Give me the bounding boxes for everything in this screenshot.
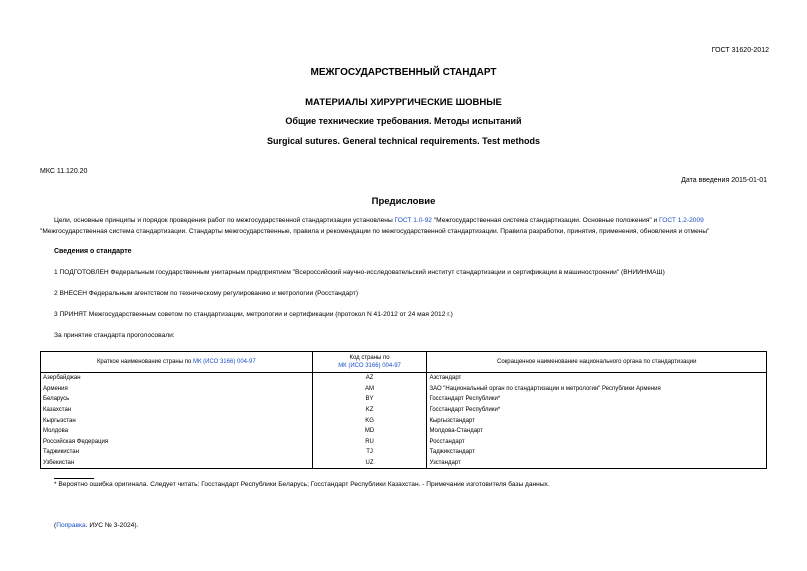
subtitle-english: Surgical sutures. General technical requirements. Test methods (267, 136, 540, 146)
correction-note (54, 522, 138, 529)
country-header-text: Краткое наименование страны по (96, 359, 193, 365)
foreword-text-1: Цели, основные принципы и порядок проведения работ по межгосударственной стандартизации установлены (54, 217, 395, 224)
standard-info-heading: Сведения о стандарте (54, 248, 132, 255)
country-cell: Азербайджан (41, 373, 313, 384)
subtitle-russian: Общие технические требования. Методы испытаний (285, 116, 522, 126)
country-cell: Беларусь (41, 394, 313, 405)
table-row (41, 437, 767, 448)
column-header-country (41, 352, 313, 373)
foreword-text-3: "Межгосударственная система стандартизации. Стандарты межгосударственные, правила и рекомендации по межгосударственной стандартизации. Правила разработки, принятия, применения, обновления и отмены" (40, 228, 710, 235)
countries-table (40, 351, 767, 469)
table-row (41, 426, 767, 437)
standards-body-cell: Молдова-Стандарт (427, 426, 767, 437)
code-cell: KG (312, 415, 427, 426)
correction-open-paren: ( (54, 522, 57, 529)
info-item-prepared: 1 ПОДГОТОВЛЕН Федеральным государственным унитарным предприятием "Всероссийский научно-исследовательский институт стандартизации и сертификации в машиностроении" (ВНИИНМАШ) (54, 269, 665, 276)
table-row (41, 394, 767, 405)
country-cell: Казахстан (41, 405, 313, 416)
standards-body-cell: Кыргызстандарт (427, 415, 767, 426)
document-number: ГОСТ 31620-2012 (711, 47, 769, 54)
standards-body-cell: Таджикстандарт (427, 447, 767, 458)
foreword-text-2: "Межгосударственная система стандартизации. Основные положения" и (431, 217, 660, 224)
country-cell: Армения (41, 384, 313, 395)
country-cell: Кыргызстан (41, 415, 313, 426)
mk-iso-link-header-code[interactable]: МК (ИСО 3166) 004-97 (338, 363, 401, 369)
info-item-adopted: 3 ПРИНЯТ Межгосударственным советом по стандартизации, метрологии и сертификации (протокол N 41-2012 от 24 мая 2012 г.) (54, 311, 453, 318)
standards-body-cell: Госстандарт Республики* (427, 405, 767, 416)
code-cell: UZ (312, 458, 427, 469)
standards-body-cell: Узстандарт (427, 458, 767, 469)
country-cell: Узбекистан (41, 458, 313, 469)
table-row (41, 373, 767, 384)
voted-label: За принятие стандарта проголосовали: (54, 332, 175, 339)
info-item-introduced: 2 ВНЕСЕН Федеральным агентством по техническому регулированию и метрологии (Росстандарт) (54, 290, 359, 297)
table-row (41, 447, 767, 458)
table-row (41, 415, 767, 426)
table-row (41, 405, 767, 416)
column-header-code (312, 352, 427, 373)
standards-body-cell: Азстандарт (427, 373, 767, 384)
code-cell: TJ (312, 447, 427, 458)
correction-link[interactable]: Поправка (56, 522, 86, 529)
table-row (41, 384, 767, 395)
standard-type-heading: МЕЖГОСУДАРСТВЕННЫЙ СТАНДАРТ (310, 67, 497, 78)
table-header-row (41, 352, 767, 373)
standards-body-cell: ЗАО "Национальный орган по стандартизации и метрологии" Республики Армения (427, 384, 767, 395)
country-cell: Российская Федерация (41, 437, 313, 448)
code-cell: BY (312, 394, 427, 405)
footnote-divider (54, 478, 94, 479)
foreword-paragraph (40, 215, 770, 237)
correction-text: . ИУС № 3-2024). (85, 522, 139, 529)
standards-body-cell: Госстандарт Республики* (427, 394, 767, 405)
foreword-heading: Предисловие (371, 196, 436, 207)
table-row (41, 458, 767, 469)
mk-iso-link-header-country[interactable]: МК (ИСО 3166) 004-97 (192, 359, 256, 365)
code-cell: AZ (312, 373, 427, 384)
standards-body-cell: Росстандарт (427, 437, 767, 448)
code-cell: KZ (312, 405, 427, 416)
footnote: * Вероятно ошибка оригинала. Следует читать: Госстандарт Республики Беларусь; Госстандарт Республики Казахстан. - Примечание изготовителя базы данных. (54, 481, 550, 488)
main-title: МАТЕРИАЛЫ ХИРУРГИЧЕСКИЕ ШОВНЫЕ (305, 97, 502, 108)
code-cell: AM (312, 384, 427, 395)
country-cell: Молдова (41, 426, 313, 437)
mks-code: МКС 11.120.20 (40, 168, 88, 175)
code-cell: MD (312, 426, 427, 437)
introduction-date: Дата введения 2015-01-01 (681, 177, 767, 184)
gost-1-2-2009-link[interactable]: ГОСТ 1.2-2009 (659, 217, 704, 224)
code-cell: RU (312, 437, 427, 448)
country-cell: Таджикистан (41, 447, 313, 458)
gost-1-0-92-link[interactable]: ГОСТ 1.0-92 (394, 217, 432, 224)
code-header-text: Код страны по (349, 355, 390, 361)
column-header-body: Сокращенное наименование национального органа по стандартизации (427, 352, 767, 373)
